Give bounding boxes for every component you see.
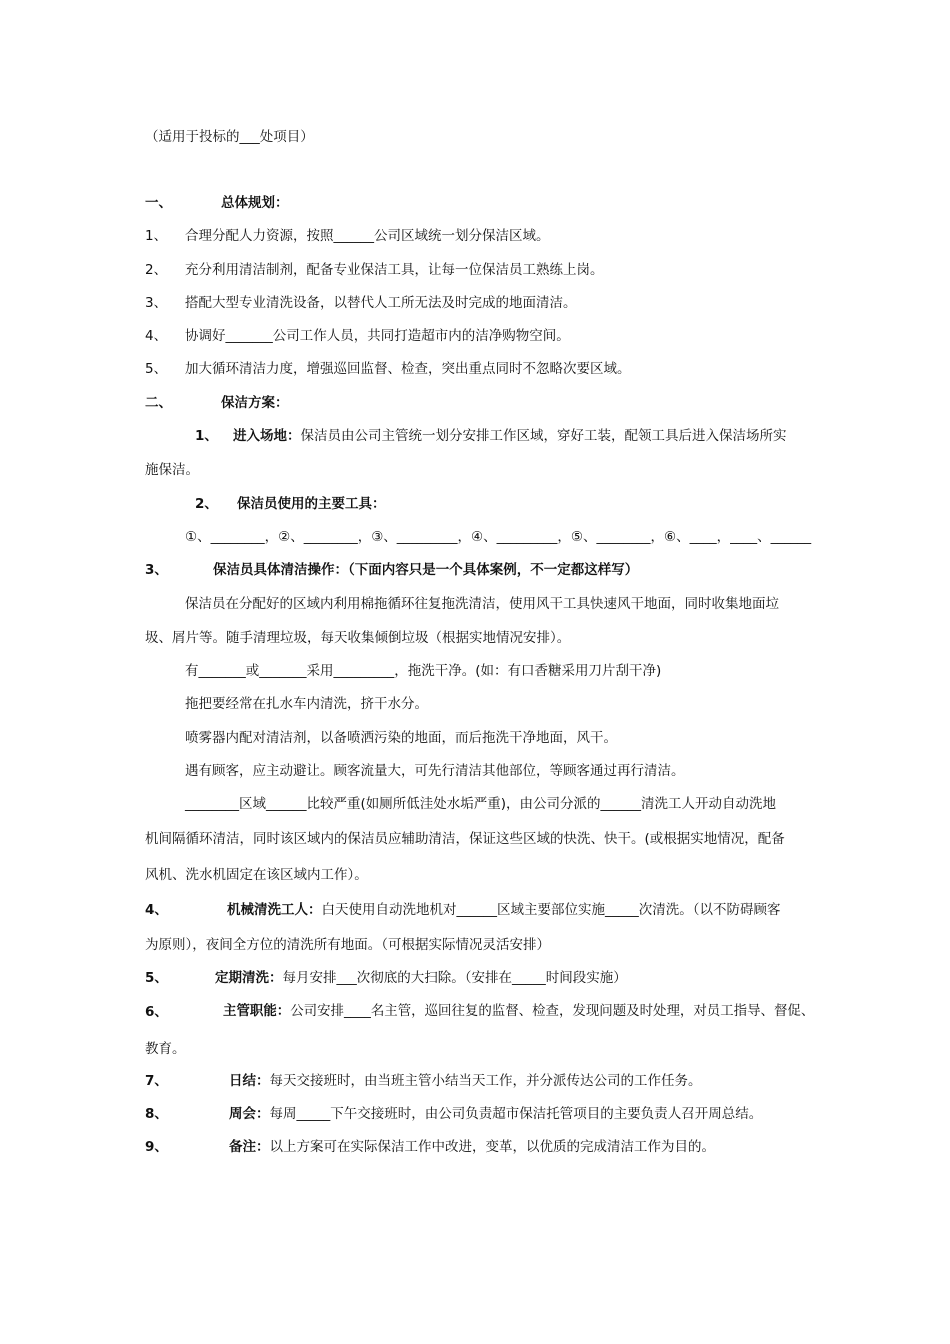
s2-item3-para4: 喷雾器内配对清洁剂，以备喷洒污染的地面，而后拖洗干净地面，风干。 <box>185 730 617 746</box>
s2-item1-text-cont: 施保洁。 <box>145 462 199 478</box>
s2-item6-text: 公司安排____名主管，巡回往复的监督、检查，发现问题及时处理，对员工指导、督促、 <box>290 1004 815 1019</box>
s2-item3-para3: 拖把要经常在扎水车内清洗，挤干水分。 <box>185 696 428 712</box>
s2-item8-number: 8、 <box>145 1106 168 1122</box>
applicability-note: （适用于投标的___处项目） <box>145 129 314 145</box>
s2-item3-number: 3、 <box>145 562 168 578</box>
s1-item4-text: 协调好_______公司工作人员，共同打造超市内的洁净购物空间。 <box>185 328 570 344</box>
s1-item2-text: 充分利用清洁制剂，配备专业保洁工具，让每一位保洁员工熟练上岗。 <box>185 262 604 278</box>
s1-item1-number: 1、 <box>145 228 168 244</box>
s1-item3-text: 搭配大型专业清洗设备，以替代人工所无法及时完成的地面清洁。 <box>185 295 577 311</box>
s2-item3-para6-cont1: 机间隔循环清洁，同时该区域内的保洁员应辅助清洁，保证这些区域的快洗、快干。(或根据实地情况，配备 <box>145 831 785 847</box>
section1-title: 总体规划： <box>221 195 289 211</box>
s2-item6-line <box>223 1003 814 1021</box>
s1-item1-text: 合理分配人力资源，按照______公司区域统一划分保洁区域。 <box>185 228 550 244</box>
s2-item8-line <box>229 1105 762 1123</box>
s2-item4-text: 白天使用自动洗地机对______区域主要部位实施_____次清洗。（以不防碍顾客 <box>321 902 781 918</box>
s2-item3-para5: 遇有顾客，应主动避让。顾客流量大，可先行清洁其他部位，等顾客通过再行清洁。 <box>185 763 685 779</box>
s2-item7-number: 7、 <box>145 1073 168 1089</box>
s1-item5-number: 5、 <box>145 361 168 377</box>
s2-item3-para1-cont: 圾、屑片等。随手清理垃圾，每天收集倾倒垃圾（根据实地情况安排）。 <box>145 630 571 646</box>
s1-item3-number: 3、 <box>145 295 168 311</box>
s2-item8-text: 每周_____下午交接班时，由公司负责超市保洁托管项目的主要负责人召开周总结。 <box>269 1106 763 1122</box>
s2-item2-number: 2、 <box>195 496 218 512</box>
s2-item1-line <box>233 427 787 445</box>
s2-item4-label: 机械清洗工人： <box>227 902 322 918</box>
s2-item9-label: 备注： <box>229 1139 270 1155</box>
s2-item2-label: 保洁员使用的主要工具： <box>237 496 386 512</box>
s2-item7-label: 日结： <box>229 1073 270 1089</box>
s2-item4-number: 4、 <box>145 902 168 918</box>
s2-item5-text: 每月安排___次彻底的大扫除。（安排在_____时间段实施） <box>282 970 627 986</box>
s2-item9-line <box>229 1138 715 1156</box>
s1-item2-number: 2、 <box>145 262 168 278</box>
s2-item3-para6: ________区域______比较严重(如厕所低洼处水垢严重)，由公司分派的______清洗工人开动自动洗地 <box>185 796 777 812</box>
s2-item1-number: 1、 <box>195 428 218 444</box>
s2-item4-text-cont: 为原则），夜间全方位的清洗所有地面。（可根据实际情况灵活安排） <box>145 937 550 953</box>
s2-item1-text: 保洁员由公司主管统一划分安排工作区域，穿好工装，配领工具后进入保洁场所实 <box>300 428 787 444</box>
section2-title: 保洁方案： <box>221 395 289 411</box>
s2-item3-label: 保洁员具体清洁操作：（下面内容只是一个具体案例，不一定都这样写） <box>213 562 639 578</box>
s2-item6-number: 6、 <box>145 1004 168 1020</box>
s2-item6-text-cont: 教育。 <box>145 1041 186 1057</box>
s2-item8-label: 周会： <box>229 1106 270 1122</box>
s1-item4-number: 4、 <box>145 328 168 344</box>
section2-number: 二、 <box>145 395 172 411</box>
s2-item3-para1: 保洁员在分配好的区域内利用棉拖循环往复拖洗清洁，使用风干工具快速风干地面，同时收集地面垃 <box>185 596 779 612</box>
tools-list: ①、________，②、________，③、_________，④、_________，⑤、________，⑥、____，____、______ <box>185 529 812 545</box>
s2-item3-para2: 有_______或_______采用_________，拖洗干净。(如：有口香糖采用刀片刮干净) <box>185 663 662 679</box>
s2-item9-number: 9、 <box>145 1139 168 1155</box>
s2-item1-label: 进入场地： <box>233 428 301 444</box>
s1-item5-text: 加大循环清洁力度，增强巡回监督、检查，突出重点同时不忽略次要区域。 <box>185 361 631 377</box>
s2-item3-para6-cont2: 风机、洗水机固定在该区域内工作）。 <box>145 867 368 883</box>
s2-item6-label: 主管职能： <box>223 1004 291 1019</box>
s2-item9-text: 以上方案可在实际保洁工作中改进，变革，以优质的完成清洁工作为目的。 <box>269 1139 715 1155</box>
s2-item5-label: 定期清洗： <box>215 970 283 986</box>
s2-item4-line <box>227 901 781 919</box>
s2-item7-text: 每天交接班时，由当班主管小结当天工作，并分派传达公司的工作任务。 <box>269 1073 702 1089</box>
section1-number: 一、 <box>145 195 172 211</box>
s2-item7-line <box>229 1072 702 1090</box>
s2-item5-line <box>215 969 627 987</box>
s2-item5-number: 5、 <box>145 970 168 986</box>
